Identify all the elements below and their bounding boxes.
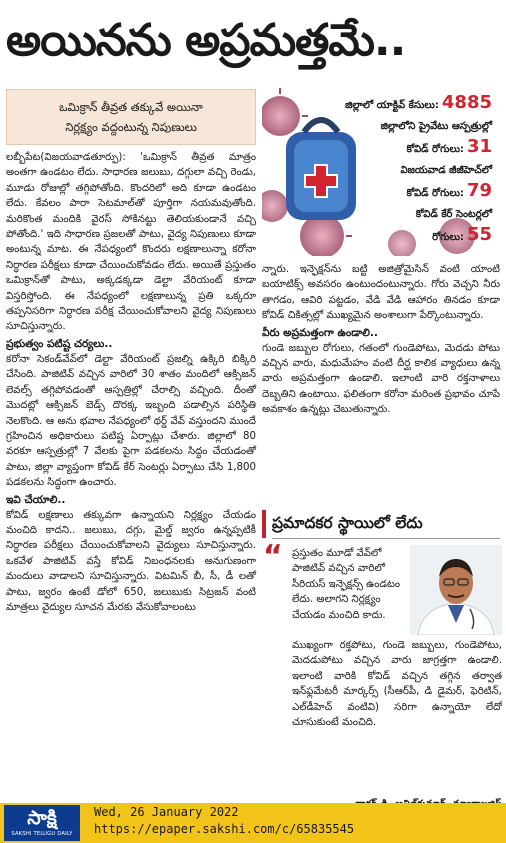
section-heading-caution: వీరు అప్రమత్తంగా ఉండాలి.. — [262, 326, 378, 339]
doctor-photo — [410, 545, 502, 635]
stat-ggh — [401, 164, 492, 178]
footer-url[interactable]: https://epaper.sakshi.com/c/65835545 — [94, 822, 355, 836]
stat-label: విజయవాడ జీజీహెచ్‌లో — [400, 165, 492, 176]
left-column — [6, 150, 256, 615]
right-column — [262, 262, 500, 418]
expert-quote-bottom — [292, 638, 502, 730]
stat-label: కోవిడ్ కేర్ సెంటర్లలో — [415, 209, 492, 220]
expert-accent-bar — [262, 510, 266, 538]
stat-ggh-patients — [407, 180, 492, 201]
paragraph-government: కరోనా సెకండ్‌వేవ్‌లో డెల్టా వేరియంట్ ప్రజల్ని ఉక్కిరి బిక్కిరి చేసింది. పాజిటివ్ వచ్చిన వారిలో 30 శాతం మందిలో ఆక్సిజన్ లెవల్స్ తగ్గిపోవడంతో ఆస్పత్రిల్లో చేరాల్సి వచ్చింది. దీంతో మొదట్లో ఆక్సిజన్ బెడ్స్ దొరక్క ఇబ్బంది పడాల్సిన పరిస్థితి నెలకొంది. ఆ అను భవాల నేపధ్యంలో థర్డ్‌ వేవ్ వస్తుందని ముందే గ్రహించిన అధికారులు పటిష్ట ఏర్పాట్లు చేశారు. జిల్లాలో 80 వరకూ ఆస్పత్రుల్లో 7 వేలకు పైగా పడకలను సిద్ధం చేయడంతో పాటు, జిల్లా వ్యాప్తంగా కోవిడ్ కేర్ సెంటర్లు ఏర్పాటు చేసి 1,800 పడకలను సిద్ధంగా ఉంచారు. — [6, 353, 256, 489]
stat-label: జిల్లాలోని ప్రైవేటు ఆస్పత్రుల్లో — [380, 121, 492, 132]
subheading-line-2: నిర్లక్ష్యం వద్దంటున్న నిపుణులు — [65, 120, 197, 134]
stat-value: 31 — [466, 136, 492, 157]
logo-subtitle: SAKSHI TELUGU DAILY — [11, 831, 73, 837]
expert-title: ప్రమాదకర స్థాయిలో లేదు — [272, 508, 500, 539]
quote-icon: “ — [263, 539, 283, 574]
stat-private-hospitals — [381, 120, 492, 134]
footer-date: Wed, 26 January 2022 — [94, 805, 239, 819]
stat-private-patients — [407, 136, 492, 157]
sakshi-logo — [4, 805, 80, 841]
paragraph-caution: గుండె జబ్బుల రోగులు, గతంలో గుండెపోటు, మెదడు పోటు వచ్చిన వారు, మధుమేహం వంటి దీర్ఘ కాలిక వ్యాధులు ఉన్న వారు అప్రమత్తంగా ఉండాలి. ఇలాంటి వారి రక్తనాళాలు దెబ్బతిని ఉంటాయి. ఫలితంగా కరోనా మరింత ప్రభావం చూపే అవకాశం ఉన్నట్లు చెబుతున్నారు. — [262, 342, 500, 416]
section-heading-todo: ఇవి చేయాలి.. — [6, 493, 66, 506]
stat-label: కోవిడ్ రోగులు: — [406, 144, 464, 155]
headline: అయినను అప్రమత్తమే.. — [6, 15, 406, 66]
paragraph-continued: న్నారు. ఇన్ఫెక్షన్‌ను బట్టి అజిత్రోమైసిన్ వంటి యాంటి బయాటిక్స్ అవసరం ఉంటుందంటున్నారు. గోరు వెచ్చని నీరు తాగడం, ఆవిరి పట్టడం, వేడి వేడి ఆహారం తినడం కూడా కోవిడ్ చికిత్సల్లో ముఖ్యమైన అంశాలుగా పేర్కొంటున్నారు. — [262, 264, 500, 322]
paragraph-todo: కోవిడ్ లక్షణాలు తక్కువగా ఉన్నాయని నిర్లక్ష్యం చేయడం మంచిది కాదని.. జలుబు, దగ్గు, మైల్డ్ జ్వరం ఉన్నప్పటికీ నిర్ధారణ పరీక్షలు చేయించుకోవాలని వైద్యులు సూచిస్తున్నారు. ఒకవేళ పాజిటివ్ వస్తే కోవిడ్ నిబంధనలకు అనుగుణంగా మందులు వాడాలని సూచిస్తున్నారు. విటమిన్ బీ, సీ, డీ లతో పాటు, జ్వరం ఉంటే డోలో 650, జలుబుకు సిట్రజన్ వంటి మాత్రలు వైద్యుల సూచన మేరకు వేసుకోవాలంటు — [6, 509, 256, 613]
stats-infographic — [262, 86, 500, 256]
stat-label: రోగులు: — [432, 232, 464, 243]
paragraph-intro: లబ్బీపేట(విజయవాడతూర్పు): 'ఒమిక్రాన్ తీవ్రత మాత్రం అంతగా ఉండటం లేదు. సాధారణ జలుబు, దగ్గులా వచ్చి రెండు, మూడు రోజుల్లో తగ్గిపోతోంది. కొందరిలో అది కూడా ఉండటం లేదు. కేవలం పారా సెటమాల్‌తో పూర్తిగా నయమవుతోంది. మరికొంత మందికి వైరస్ సోకినట్టు తెలియకుండానే వచ్చి పోతోంది.' ఇది సాధారణ ప్రజలతో పాటు, వైద్య నిపుణులు కూడా అంటున్న మాట. ఈ నేపధ్యంలో కొందరు లక్షణాలున్నా కరోనా నిర్ధారణ పరీక్షలు కూడా చేయించుకోవడం లేదు. అయితే ప్రస్తుతం ఒమిక్రాన్‌తో పాటు, అక్కడక్కడా డెల్టా వేరియంట్ కూడా విస్తరిస్తోంది. ఈ నేపధ్యంలో లక్షణాలున్న ప్రతి ఒక్కరూ తప్పనిసరిగా నిర్ధారణ పరీక్ష చేయించుకోవాలని వైద్య నిపుణులు సూచిస్తున్నారు. — [6, 152, 256, 333]
subheading-box — [6, 89, 256, 145]
stat-value: 79 — [466, 180, 492, 201]
expert-quote-top — [292, 546, 408, 623]
expert-quote-bottom-text: ముఖ్యంగా రక్తపోటు, గుండె జబ్బులు, గుండెపోటు, మెదడుపోటు వచ్చిన వారు జాగ్రత్తగా ఉండాలి. ఇలాంటి వారికి కోవిడ్ వచ్చిన తగ్గిన తర్వాత ఇన్‌ఫ్లమేటరీ మార్కర్స్ (సీఆర్‌పీ, డి డైమర్, ఫెరిటిన్, ఎల్‌డీహెచ్ వంటివి) సరిగా ఉన్నాయో లేదో చూసుకుంటే మంచిది. — [292, 640, 502, 729]
logo-text: సాక్షి — [27, 807, 57, 829]
stat-value: 55 — [466, 224, 492, 245]
section-heading-government: ప్రభుత్వం పటిష్ట చర్యలు.. — [6, 337, 113, 350]
stat-value: 4885 — [441, 92, 492, 113]
stat-active-cases — [345, 92, 492, 113]
doctor-portrait-icon — [410, 545, 502, 635]
stat-label: జిల్లాలో యాక్టివ్ కేసులు: — [345, 100, 439, 111]
stat-care-patients — [432, 224, 492, 245]
subheading-line-1: ఒమిక్రాన్ తీవ్రత తక్కువే అయినా — [59, 100, 203, 114]
expert-quote-top-text: ప్రస్తుతం మూడో వేవ్‌లో పాజిటివ్ వచ్చిన వారిలో సీరియస్ ఇన్ఫెక్షన్స్ ఉండటం లేదు. అలాగని నిర్లక్ష్యం చేయడం మంచిది కాదు. — [292, 548, 401, 621]
stat-care-centers — [416, 208, 492, 222]
stat-label: కోవిడ్ రోగులు: — [406, 188, 464, 199]
